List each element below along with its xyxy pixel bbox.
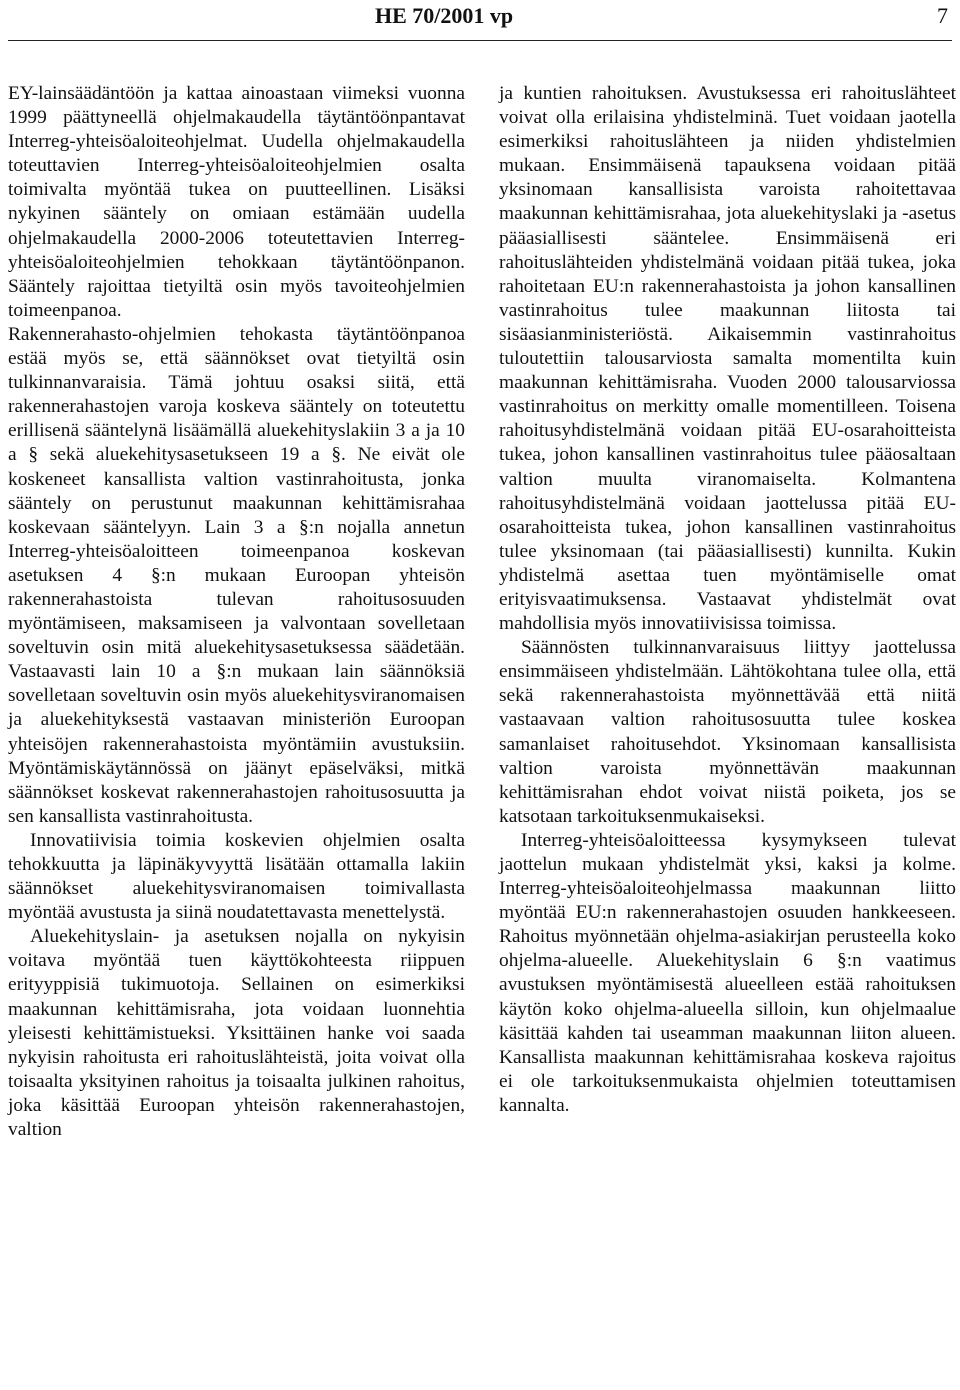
header-rule xyxy=(8,40,952,41)
right-text-column xyxy=(499,82,956,1118)
paragraph: Aluekehityslain- ja asetuksen nojalla on nykyisin voitava myöntää tuen käyttökohteesta riippuen erityyppisiä tukimuotoja. Sellainen on esimerkiksi maakunnan kehittämisraha, jota voidaan luonnehtia yleisesti kehittämistueksi. Yksittäinen hanke voi saada nykyisin rahoitusta eri rahoituslähteistä, joita voivat olla toisaalta yksityinen rahoitus ja toisaalta julkinen rahoitus, joka käsittää Euroopan yhteisön rakennerahastojen, valtion xyxy=(8,926,465,1141)
paragraph: EY-lainsäädäntöön ja kattaa ainoastaan viimeksi vuonna 1999 päättyneellä ohjelmakaudella täytäntöönpantavat Interreg-yhteisöaloiteohjelmat. Uudella ohjelmakaudella toteuttavien Interreg-yhteisöaloiteohjelmien osalta toimivalta myöntää tukea on puutteellinen. Lisäksi nykyinen sääntely on omiaan estämään uudella ohjelmakaudella 2000-2006 toteutettavien Interreg-yhteisöaloiteohjelmien tehokkaan täytäntöönpanon. Sääntely rajoittaa tietyiltä osin myös tavoiteohjelmien toimeenpanoa. xyxy=(8,83,465,321)
paragraph: ja kuntien rahoituksen. Avustuksessa eri rahoituslähteet voivat olla erilaisina yhdistelminä. Tuet voidaan jaotella esimerkiksi rahoituslähteen ja niiden yhdistelmien mukaan. Ensimmäisenä tapauksena voidaan pitää yksinomaan kansallisista varoista rahoitettavaa maakunnan kehittämisrahaa, jota aluekehityslaki ja -asetus pääasiallisesti sääntelee. Ensimmäisenä eri rahoituslähteiden yhdistelmänä voidaan pitää tukea, joka rahoitetaan EU:n rakennerahastoista ja johon kansallinen vastinrahoitus tulee maakunnan liitosta tai sisäasianministeriöstä. Aikaisemmin vastinrahoitus tuloutettiin talousarviosta samalta momentilta kuin maakunnan kehittämisraha. Vuoden 2000 talousarviossa vastinrahoitus on merkitty omalle momentilleen. Toisena rahoitusyhdistelmänä voidaan pitää EU-osarahoitteista tukea, johon kansallinen vastinrahoitus tulee pääosaltaan valtion muulta viranomaiselta. Kolmantena rahoitusyhdistelmänä voidaan jaottelussa pitää EU-osarahoitteista tukea, johon kansallinen vastinrahoitus tulee yksinomaan (tai pääasiallisesti) kunnilta. Kukin yhdistelmä asettaa tuen myöntämiselle omat erityisvaatimuksensa. Vastaavat yhdistelmät ovat mahdollisia myös innovatiivisissa toimissa. xyxy=(499,83,956,635)
paragraph: Interreg-yhteisöaloitteessa kysymykseen tulevat jaottelun mukaan yhdistelmät yksi, kaksi ja kolme. Interreg-yhteisöaloiteohjelmassa maakunnan liitto myöntää EU:n rakennerahastojen osuuden hankkeeseen. Rahoitus myönnetään ohjelma-asiakirjan perusteella koko ohjelma-alueelle. Aluekehityslain 6 §:n vaatimus avustuksen myöntämisestä alueelleen estää rahoituksen käytön koko ohjelma-alueella silloin, kun ohjelmaalue käsittää kahden tai useamman maakunnan liiton alueen. Kansallista maakunnan kehittämisrahaa koskeva rajoitus ei ole tarkoituksenmukaista ohjelmien toteuttamisen kannalta. xyxy=(499,829,956,1116)
paragraph: Säännösten tulkinnanvaraisuus liittyy jaottelussa ensimmäiseen yhdistelmään. Lähtökohtana tulee olla, että sekä rakennerahastoista myönnettävää että niitä vastaavaan valtion rahoitusosuutta tulee koskea samanlaiset rahoitusehdot. Yksinomaan kansallisista valtion varoista myönnettävän maakunnan kehittämisrahan ehdot voivat niistä poiketa, jos se katsotaan tarkoituksenmukaiseksi. xyxy=(499,637,956,827)
page-number: 7 xyxy=(937,3,948,28)
document-identifier: HE 70/2001 vp xyxy=(375,3,514,28)
left-text-column xyxy=(8,82,465,1142)
paragraph: Rakennerahasto-ohjelmien tehokasta täytäntöönpanoa estää myös se, että säännökset ovat tietyiltä osin tulkinnanvaraisia. Tämä johtuu osaksi siitä, että rakennerahastojen varoja koskeva sääntely on toteutettu erillisenä sääntelynä lisäämällä aluekehityslakiin 3 a ja 10 a § sekä aluekehitysasetukseen 19 a §. Ne eivät ole koskeneet kansallista valtion vastinrahoitusta, jonka sääntely on perustunut maakunnan kehittämisrahaa koskevaan sääntelyyn. Lain 3 a §:n nojalla annetun Interreg-yhteisöaloitteen toimeenpanoa koskevan asetuksen 4 §:n mukaan Euroopan yhteisön rakennerahastoista tulevan rahoitusosuuden myöntämiseen, maksamiseen ja valvontaan sovelletaan soveltuvin osin mitä aluekehitysasetuksessa säädetään. Vastaavasti lain 10 a §:n mukaan lain säännöksiä sovelletaan soveltuvin osin myös aluekehitysviranomaisen ja aluekehityksestä vastaavan ministeriön Euroopan yhteisöjen rakennerahastoista myöntämiin avustuksiin. Myöntämiskäytännössä on jäänyt epäselväksi, mitkä säännökset koskevat rakennerahastojen rahoitusosuutta ja sen kansallista vastinrahoitusta. xyxy=(8,323,465,827)
page-header xyxy=(0,0,960,40)
paragraph: Innovatiivisia toimia koskevien ohjelmien osalta tehokkuutta ja läpinäkyvyyttä lisätään ottamalla lakiin säännökset aluekehitysviranomaisen toimivallasta myöntää avustusta ja siinä noudatettavasta menettelystä. xyxy=(8,829,465,924)
